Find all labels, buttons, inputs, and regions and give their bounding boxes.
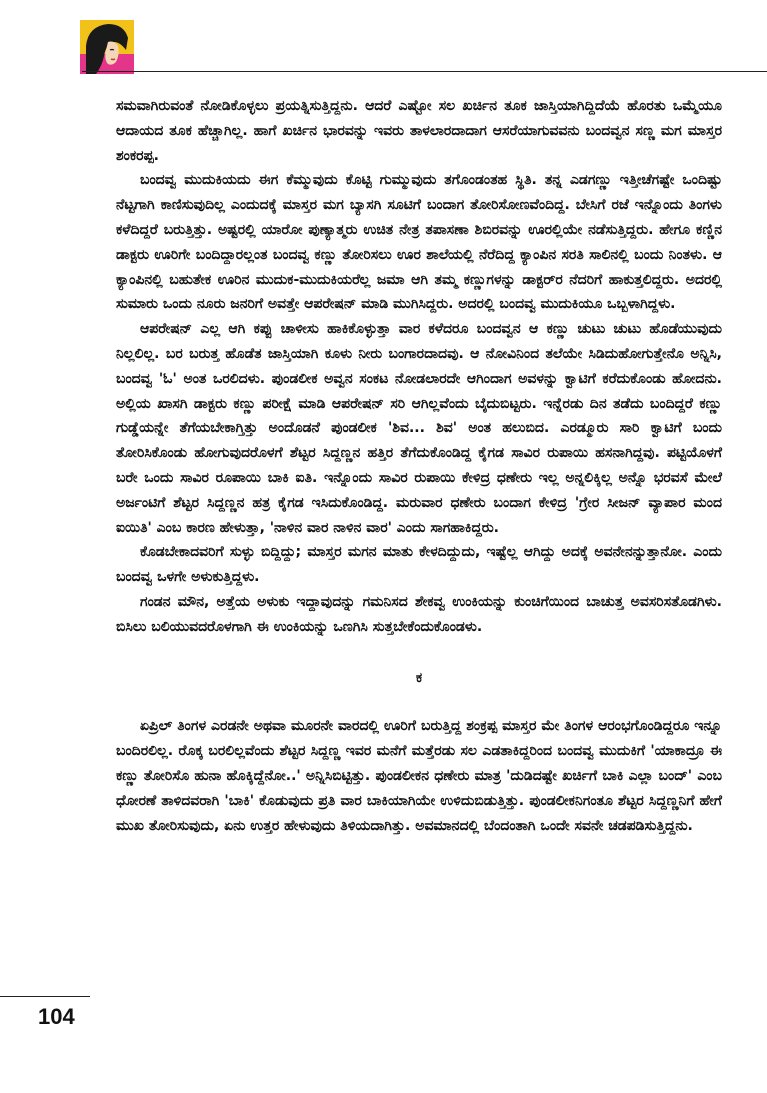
paragraph: ಕೊಡಬೇಕಾದವರಿಗೆ ಸುಳ್ಳು ಬಿದ್ದಿದ್ದು; ಮಾಸ್ತರ ಮಗನ ಮಾತು ಕೇಳದಿದ್ದುದು, ಇಷ್ಟೆಲ್ಲ ಆಗಿದ್ದು ಅದಕ್ಕೆ ಅವನೇನನ್ನುತ್ತಾನೋ. ಎಂದು ಬಂದವ್ವ ಒಳಗೇ ಅಳುಕುತ್ತಿದ್ದಳು.: [116, 544, 722, 586]
paragraph: ಸಮವಾಗಿರುವಂತೆ ನೋಡಿಕೊಳ್ಳಲು ಪ್ರಯತ್ನಿಸುತ್ತಿದ್ದನು. ಆದರೆ ಎಷ್ಟೋ ಸಲ ಖರ್ಚಿನ ತೂಕ ಜಾಸ್ತಿಯಾಗಿದ್ದಿದೆಯೆ ಹೊರತು ಒಮ್ಮೆಯೂ ಆದಾಯದ ತೂಕ ಹೆಚ್ಚಾಗಿಲ್ಲ. ಹಾಗೆ ಖರ್ಚಿನ ಭಾರವನ್ನು ಇವರು ತಾಳಲಾರದಾದಾಗ ಆಸರೆಯಾಗುವವನು ಬಂದವ್ವನ ಸಣ್ಣ ಮಗ ಮಾಸ್ತರ ಶಂಕರಪ್ಪ.: [116, 98, 722, 164]
section-break-mark: ಕ: [415, 669, 423, 686]
paragraph: ಏಪ್ರಿಲ್ ತಿಂಗಳ ಎರಡನೇ ಅಥವಾ ಮೂರನೇ ವಾರದಲ್ಲಿ ಊರಿಗೆ ಬರುತ್ತಿದ್ದ ಶಂಕ್ರಪ್ಪ ಮಾಸ್ತರ ಮೇ ತಿಂಗಳ ಆರಂಭಗೊಂಡಿದ್ದರೂ ಇನ್ನೂ ಬಂದಿರಲಿಲ್ಲ. ರೊಕ್ಕ ಬರಲಿಲ್ಲವೆಂದು ಶೆಟ್ಟರ ಸಿದ್ದಣ್ಣ ಇವರ ಮನೆಗೆ ಮತ್ತೆರಡು ಸಲ ಎಡತಾಕಿದ್ದರಿಂದ ಬಂದವ್ವ ಮುದುಕಿಗೆ 'ಯಾಕಾದ್ರೂ ಈ ಕಣ್ಣು ತೋರಿಸೊ ಹುನಾ ಹೊಕ್ಕಿದ್ದೆನೋ..' ಅನ್ನಿಸಿಬಿಟ್ಟಿತ್ತು. ಪುಂಡಲೀಕನ ಧಣೇರು ಮಾತ್ರ 'ದುಡಿದಷ್ಟೇ ಖರ್ಚಿಗೆ ಬಾಕಿ ಎಲ್ಲಾ ಬಂದ್' ಎಂಬ ಧೋರಣೆ ತಾಳಿದವರಾಗಿ 'ಬಾಕಿ' ಕೊಡುವುದು ಪ್ರತಿ ವಾರ ಬಾಕಿಯಾಗಿಯೇ ಉಳಿದುಬಿಡುತ್ತಿತ್ತು. ಪುಂಡಲೀಕನಿಗಂತೂ ಶೆಟ್ಟರ ಸಿದ್ದಣ್ಣನಿಗೆ ಹೇಗೆ ಮುಖ ತೋರಿಸುವುದು, ಏನು ಉತ್ತರ ಹೇಳುವುದು ತಿಳಿಯದಾಗಿತ್ತು. ಅವಮಾನದಲ್ಲಿ ಬೆಂದಂತಾಗಿ ಒಂದೇ ಸವನೇ ಚಡಪಡಿಸುತ್ತಿದ್ದನು.: [116, 718, 722, 834]
paragraph: ಆಪರೇಷನ್ ಎಲ್ಲ ಆಗಿ ಕಪ್ಪು ಚಾಳೀಸು ಹಾಕಿಕೊಳ್ಳುತ್ತಾ ವಾರ ಕಳೆದರೂ ಬಂದವ್ವನ ಆ ಕಣ್ಣು ಚುಟು ಚುಟು ಹೊಡೆಯುವುದು ನಿಲ್ಲಲಿಲ್ಲ. ಬರ ಬರುತ್ತ ಹೊಡೆತ ಜಾಸ್ತಿಯಾಗಿ ಕೂಳು ನೀರು ಬಂಗಾರದಾದವು. ಆ ನೋವಿನಿಂದ ತಲೆಯೇ ಸಿಡಿದುಹೋಗುತ್ತೇನೊ ಅನ್ನಿಸಿ, ಬಂದವ್ವ 'ಓ' ಅಂತ ಒರಲಿದಳು. ಪುಂಡಲೀಕ ಅವ್ವನ ಸಂಕಟ ನೋಡಲಾರದೇ ಆಗಿಂದಾಗ ಅವಳನ್ನು ಕ್ವಾಟಿಗೆ ಕರೆದುಕೊಂಡು ಹೋದನು. ಅಲ್ಲಿಯ ಖಾಸಗಿ ಡಾಕ್ಟರು ಕಣ್ಣು ಪರೀಕ್ಷೆ ಮಾಡಿ ಆಪರೇಷನ್ ಸರಿ ಆಗಿಲ್ಲವೆಂದು ಬೈದುಬಿಟ್ಟರು. ಇನ್ನೆರಡು ದಿನ ತಡೆದು ಬಂದಿದ್ದರೆ ಕಣ್ಣು ಗುಡ್ಡೆಯನ್ನೇ ತೆಗೆಯಬೇಕಾಗ್ತಿತ್ತು ಅಂದೊಡನೆ ಪುಂಡಲೀಕ 'ಶಿವ... ಶಿವ' ಅಂತ ಹಲುಬಿದ. ಎರಡ್ಮೂರು ಸಾರಿ ಕ್ವಾಟಿಗೆ ಬಂದು ತೋರಿಸಿಕೊಂಡು ಹೋಗುವುದರೊಳಗೆ ಶೆಟ್ಟರ ಸಿದ್ದಣ್ಣನ ಹತ್ತಿರ ತೆಗೆದುಕೊಂಡಿದ್ದ ಕೈಗಡ ಸಾವಿರ ರುಪಾಯಿ ಹಸನಾಗಿದ್ದವು. ಪಟ್ಟಿಯೊಳಗೆ ಬರೇ ಒಂದು ಸಾವಿರ ರೂಪಾಯಿ ಬಾಕಿ ಐತಿ. ಇನ್ನೊಂದು ಸಾವಿರ ರುಪಾಯಿ ಕೇಳಿದ್ರ ಧಣೇರು ಇಲ್ಲ ಅನ್ನಲಿಕ್ಕಿಲ್ಲ ಅನ್ನೊ ಭರವಸೆ ಮೇಲೆ ಅರ್ಜಂಟಿಗೆ ಶೆಟ್ಟರ ಸಿದ್ದಣ್ಣನ ಹತ್ರ ಕೈಗಡ ಇಸಿದುಕೊಂಡಿದ್ದ. ಮರುವಾರ ಧಣೇರು ಬಂದಾಗ ಕೇಳಿದ್ರ 'ಗ್ರೇರ ಸೀಜನ್ ವ್ಯಾಪಾರ ಮಂದ ಐಯಿತಿ' ಎಂಬ ಕಾರಣ ಹೇಳುತ್ತಾ, 'ನಾಳಿನ ವಾರ ನಾಳಿನ ವಾರ' ಎಂದು ಸಾಗಹಾಕಿದ್ದರು.: [116, 321, 722, 536]
paragraph: ಗಂಡನ ಮೌನ, ಅತ್ತೆಯ ಅಳುಕು ಇದ್ದಾವುದನ್ನು ಗಮನಿಸದ ಶೇಕವ್ವ ಉಂಕಿಯನ್ನು ಕುಂಚಿಗೆಯಿಂದ ಬಾಚುತ್ತ ಅವಸರಿಸತೊಡಗಿಳು. ಬಿಸಿಲು ಬಲಿಯುವದರೊಳಗಾಗಿ ಈ ಉಂಕಿಯನ್ನು ಒಣಗಿಸಿ ಸುತ್ತಬೇಕೆಂದುಕೊಂಡಳು.: [116, 593, 722, 635]
body-text: [116, 94, 722, 838]
page-number: 104: [38, 1004, 75, 1029]
footer-rule: [0, 996, 90, 997]
paragraph: ಬಂದವ್ವ ಮುದುಕಿಯದು ಈಗ ಕೆಮ್ಮುವುದು ಕೊಟ್ಟಿ ಗುಮ್ಮುವುದು ತಗೊಂಡಂತಹ ಸ್ಥಿತಿ. ತನ್ನ ಎಡಗಣ್ಣು ಇತ್ತೀಚೆಗಷ್ಟೇ ಒಂದಿಷ್ಟು ನೆಟ್ಟಗಾಗಿ ಕಾಣಿಸುವುದಿಲ್ಲ ಎಂದುದಕ್ಕೆ ಮಾಸ್ತರ ಮಗ ಬ್ಯಾಸಗಿ ಸೂಟಿಗೆ ಬಂದಾಗ ತೋರಿಸೋಣವೆಂದಿದ್ದ. ಬೇಸಿಗೆ ರಜೆ ಇನ್ನೊಂದು ತಿಂಗಳು ಕಳೆದಿದ್ದರೆ ಬರುತ್ತಿತ್ತು. ಅಷ್ಟರಲ್ಲಿ ಯಾರೋ ಪುಣ್ಯಾತ್ಮರು ಉಚಿತ ನೇತ್ರ ತಪಾಸಣಾ ಶಿಬಿರವನ್ನು ಊರಲ್ಲಿಯೇ ನಡೆಸುತ್ತಿದ್ದರು. ಹೇಗೂ ಕಣ್ಣಿನ ಡಾಕ್ಟರು ಊರಿಗೇ ಬಂದಿದ್ದಾರಲ್ಲಂತ ಬಂದವ್ವ ಕಣ್ಣು ತೋರಿಸಲು ಊರ ಶಾಲೆಯಲ್ಲಿ ನೆರೆದಿದ್ದ ಕ್ಯಾಂಪಿನ ಸರತಿ ಸಾಲಿನಲ್ಲಿ ಬಂದು ನಿಂತಳು. ಆ ಕ್ಯಾಂಪಿನಲ್ಲಿ ಬಹುತೇಕ ಊರಿನ ಮುದುಕ-ಮುದುಕಿಯರೆಲ್ಲ ಜಮಾ ಆಗಿ ತಮ್ಮ ಕಣ್ಣುಗಳನ್ನು ಡಾಕ್ಟರ್‌ರ ನೆದರಿಗೆ ಹಾಕುತ್ತಲಿದ್ದರು. ಅದರಲ್ಲಿ ಸುಮಾರು ಒಂದು ನೂರು ಜನರಿಗೆ ಅವತ್ತೇ ಆಪರೇಷನ್ ಮಾಡಿ ಮುಗಿಸಿದ್ದರು. ಅದರಲ್ಲಿ ಬಂದವ್ವ ಮುದುಕಿಯೂ ಒಬ್ಬಳಾಗಿದ್ದಳು.: [116, 172, 722, 313]
woman-portrait-logo-icon: [80, 20, 134, 74]
header-rule: [82, 71, 767, 72]
